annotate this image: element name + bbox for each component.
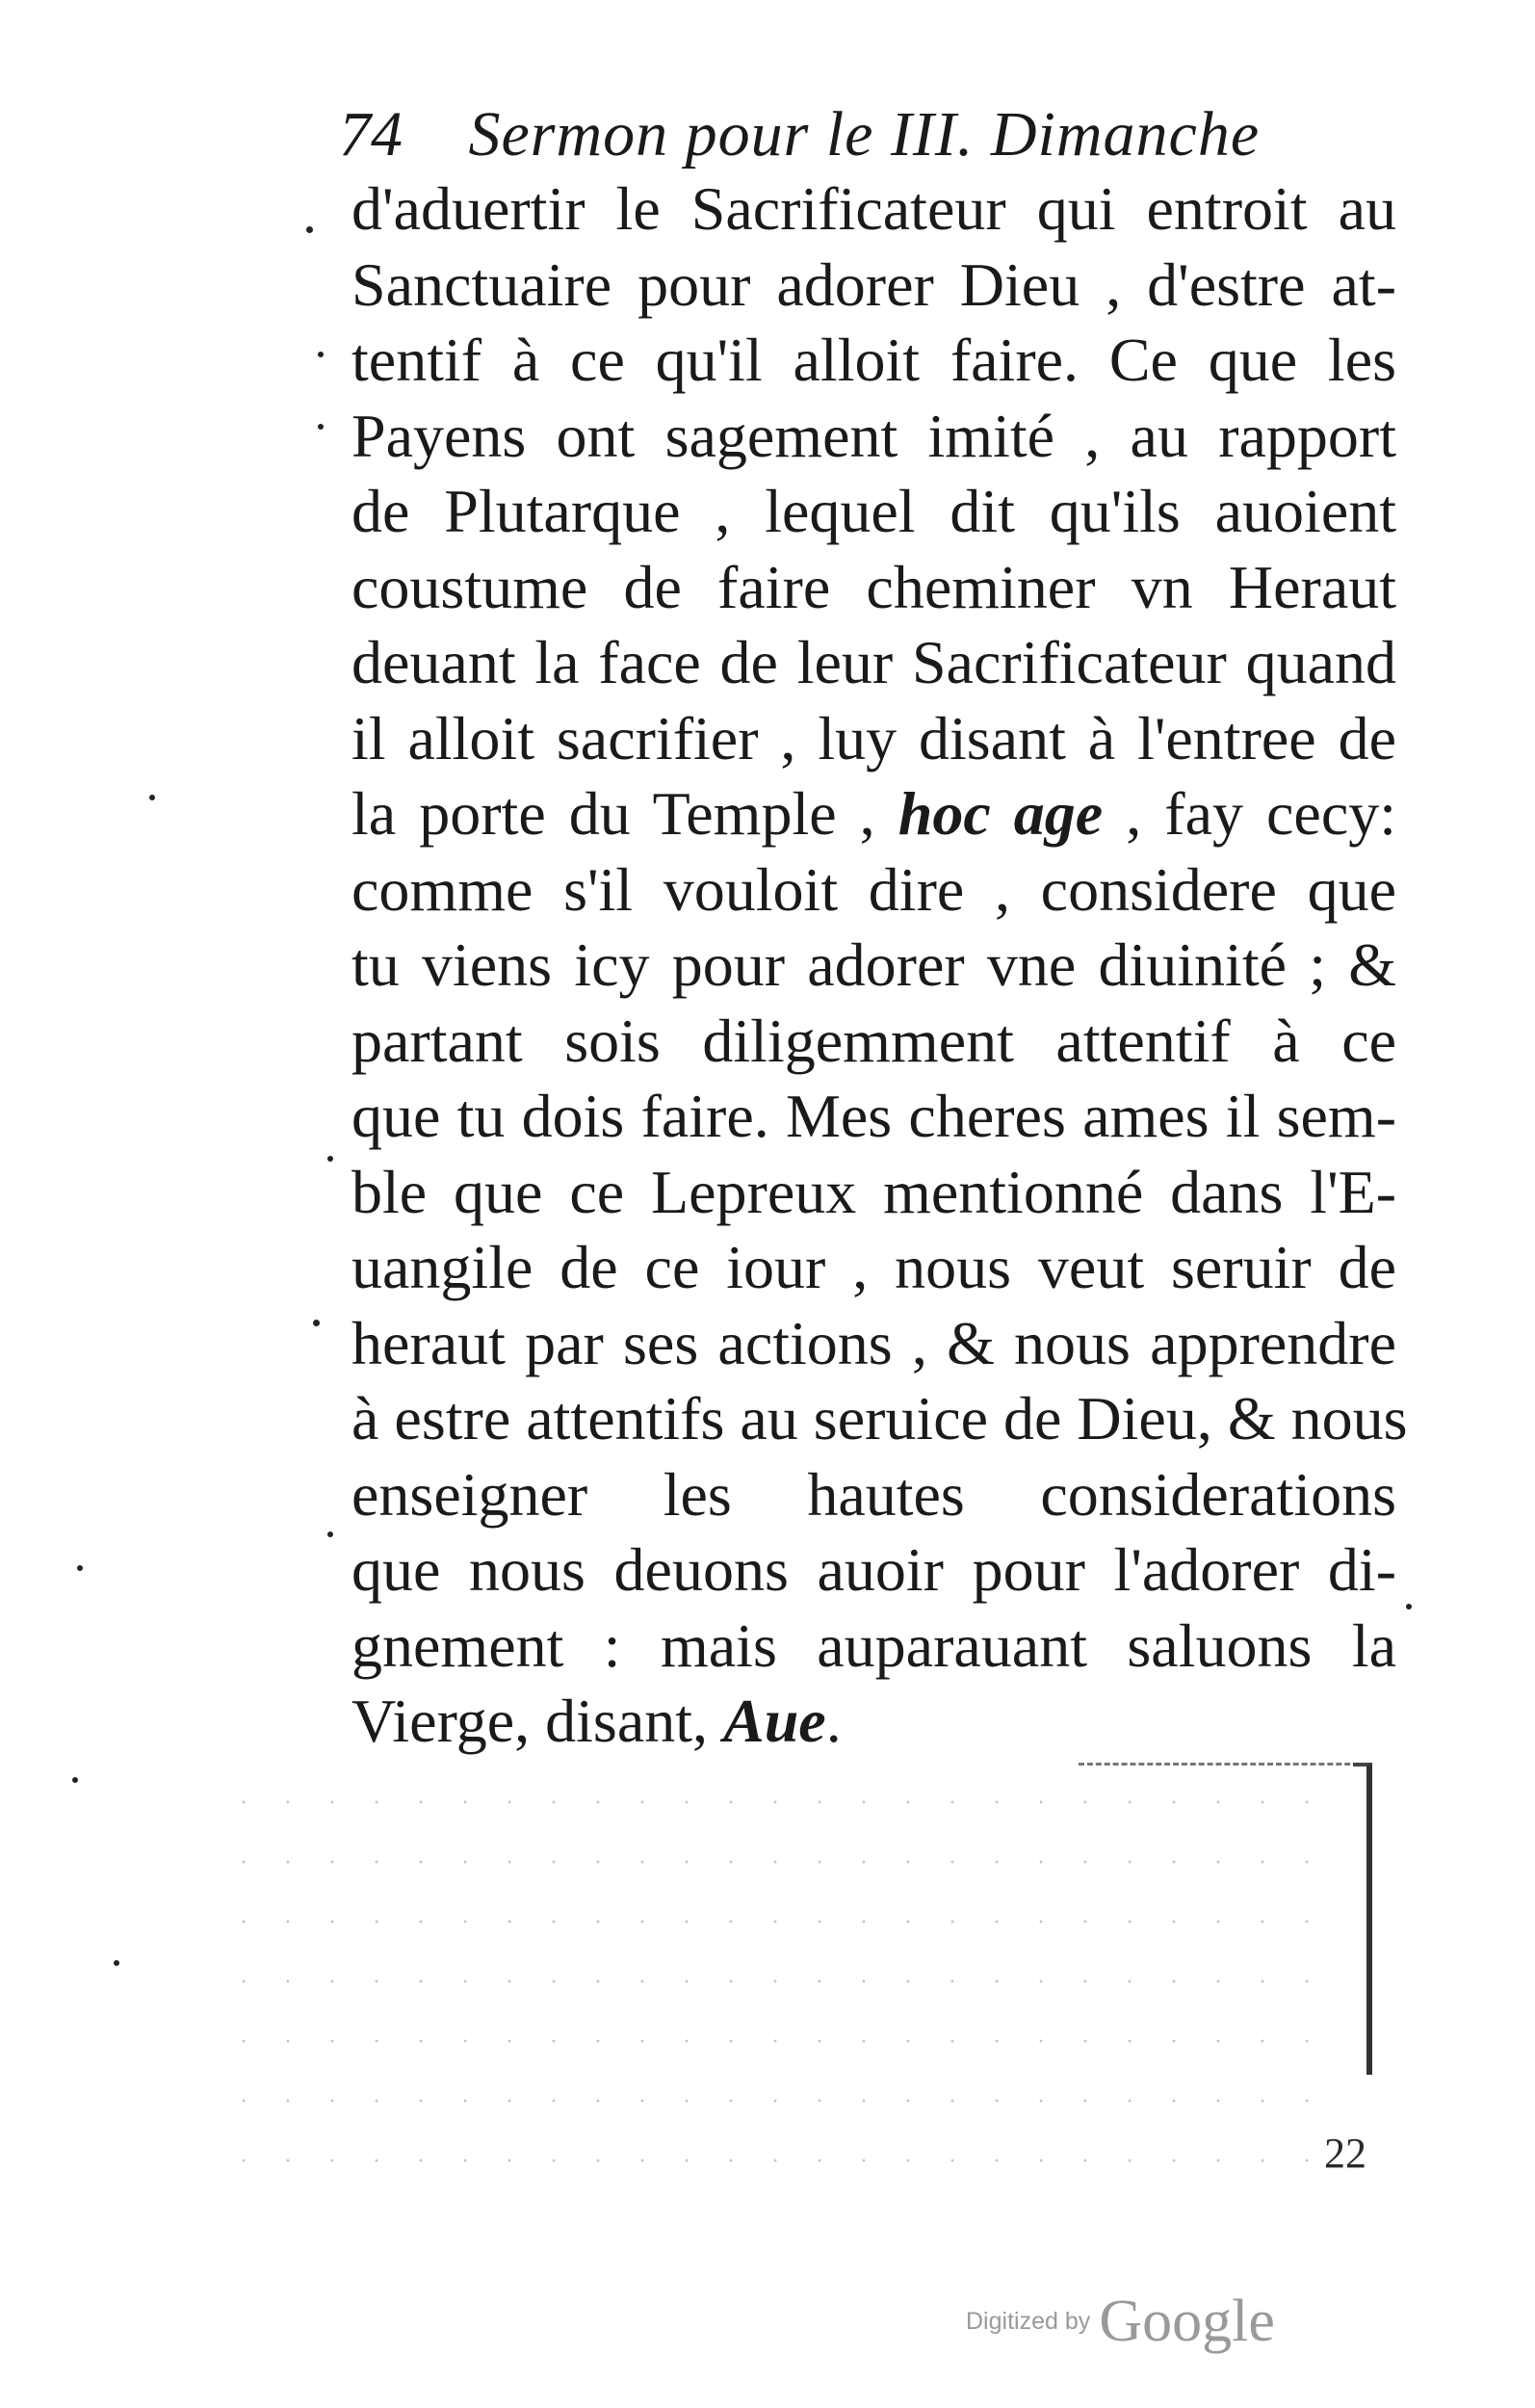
ink-speck — [1406, 1604, 1412, 1610]
running-title: Sermon pour le III. Dimanche — [468, 99, 1261, 170]
text-line: Payens ont sagement imité , au rapport — [351, 401, 1396, 470]
ink-speck — [72, 1777, 78, 1783]
text-line: ble que ce Lepreux mentionné dans l'E- — [351, 1157, 1396, 1226]
text-line: à estre attentifs au seruice de Dieu, & nous — [351, 1384, 1408, 1453]
ink-speck — [77, 1565, 83, 1571]
ink-speck — [327, 1156, 333, 1162]
text-line: de Plutarque , lequel dit qu'ils auoient — [351, 477, 1396, 545]
text-line: heraut par ses actions , & nous apprendre — [351, 1308, 1396, 1377]
text-line: uangile de ce iour , nous veut seruir de — [351, 1233, 1396, 1301]
text-line: la porte du Temple , hoc age , fay cecy: — [351, 779, 1397, 848]
page-number: 74 — [339, 99, 403, 170]
show-through-frame — [1353, 1763, 1372, 2075]
sermon-text — [351, 171, 1408, 1760]
text-line: comme s'il vouloit dire , considere que — [351, 854, 1396, 924]
text-line: gnement : mais auparauant saluons la — [351, 1610, 1396, 1680]
ink-speck — [318, 352, 324, 357]
running-head — [339, 92, 1389, 178]
text-line: Vierge, disant, Aue. — [351, 1687, 842, 1755]
ink-speck — [318, 424, 324, 430]
show-through-text — [221, 1772, 1329, 2196]
text-line: enseigner les hautes considerations — [351, 1459, 1396, 1529]
show-through-rule — [1079, 1763, 1367, 1766]
text-line: il alloit sacrifier , luy disant à l'entree de — [351, 703, 1396, 772]
google-watermark — [966, 2288, 1275, 2356]
show-through-page-number: 22 — [1324, 2130, 1366, 2177]
ink-speck — [149, 795, 155, 800]
text-line: tentif à ce qu'il alloit faire. Ce que les — [351, 326, 1396, 394]
text-line: partant sois diligemment attentif à ce — [351, 1006, 1396, 1075]
watermark-brand: Google — [1099, 2289, 1275, 2354]
ink-speck — [327, 1531, 333, 1537]
ink-speck — [313, 1320, 320, 1326]
ink-speck — [114, 1960, 119, 1966]
text-line: d'aduertir le Sacrificateur qui entroit au — [351, 174, 1396, 243]
text-line: que tu dois faire. Mes cheres ames il sem- — [351, 1082, 1396, 1150]
text-line: deuant la face de leur Sacrificateur quand — [351, 628, 1396, 696]
ink-speck — [306, 226, 313, 233]
watermark-prefix: Digitized by — [966, 2308, 1091, 2335]
text-line: Sanctuaire pour adorer Dieu , d'estre at- — [351, 249, 1396, 319]
text-line: que nous deuons auoir pour l'adorer di- — [351, 1535, 1396, 1604]
text-line: coustume de faire cheminer vn Heraut — [351, 552, 1396, 621]
text-line: tu viens icy pour adorer vne diuinité ; & — [351, 930, 1396, 999]
